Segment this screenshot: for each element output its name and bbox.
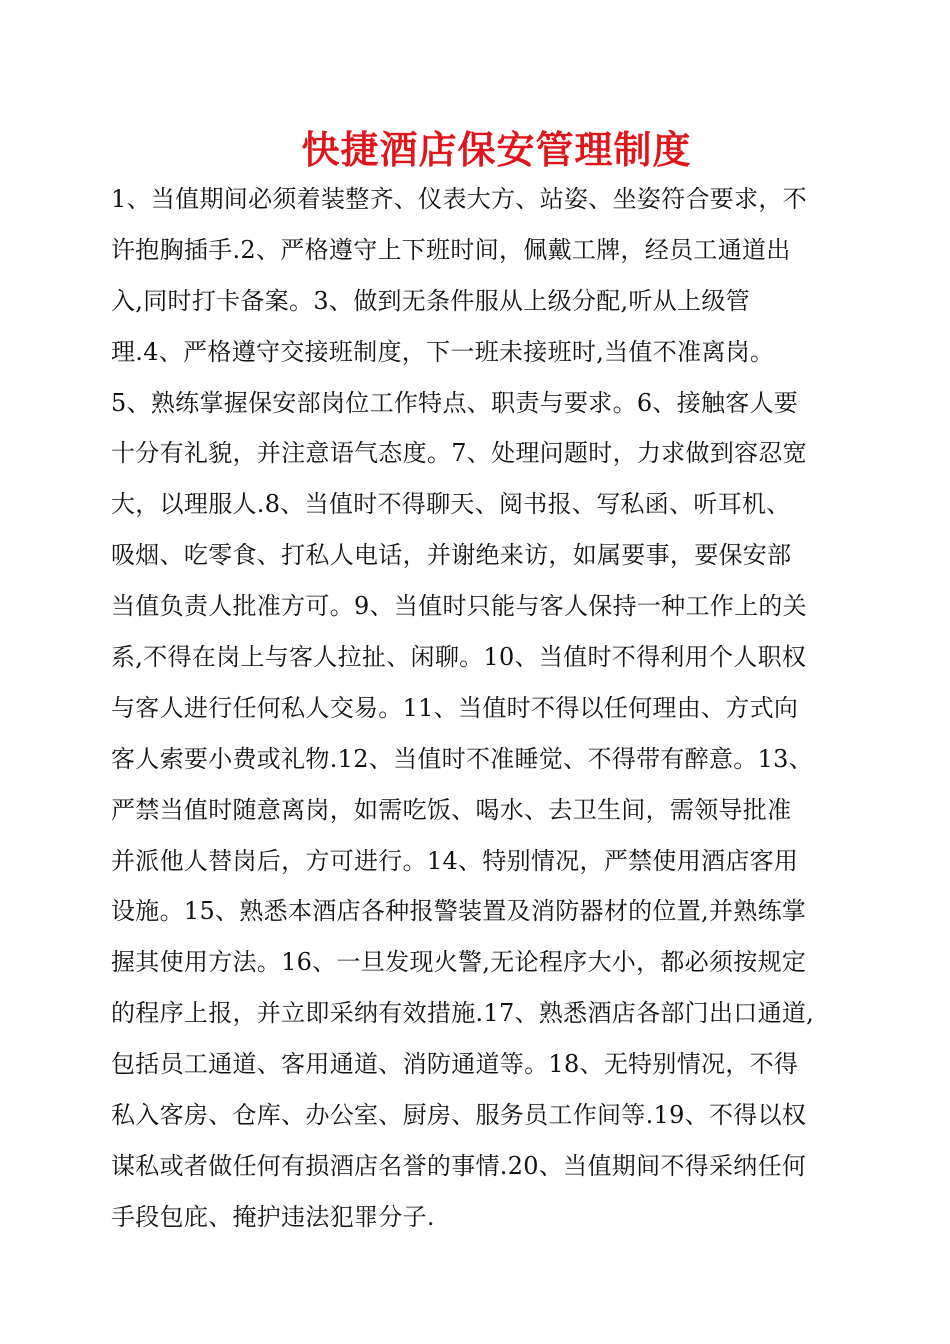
body-line: 的程序上报，并立即采纳有效措施.17、熟悉酒店各部门出口通道, bbox=[111, 999, 815, 1028]
body-line: 谋私或者做任何有损酒店名誉的事情.20、当值期间不得采纳任何 bbox=[111, 1151, 807, 1180]
body-line: 系,不得在岗上与客人拉扯、闲聊。10、当值时不得利用个人职权 bbox=[111, 643, 807, 672]
document-title: 快捷酒店保安管理制度 bbox=[301, 127, 692, 172]
body-line: 私入客房、仓库、办公室、厨房、服务员工作间等.19、不得以权 bbox=[111, 1101, 807, 1130]
body-line: 客人索要小费或礼物.12、当值时不准睡觉、不得带有醉意。13、 bbox=[111, 744, 814, 773]
body-line: 当值负责人批准方可。9、当值时只能与客人保持一种工作上的关 bbox=[111, 592, 807, 621]
body-line: 理.4、严格遵守交接班制度，下一班未接班时,当值不准离岗。 bbox=[111, 337, 775, 366]
body-line: 5、熟练掌握保安部岗位工作特点、职责与要求。6、接触客人要 bbox=[111, 388, 799, 417]
body-line: 握其使用方法。16、一旦发现火警,无论程序大小，都必须按规定 bbox=[111, 948, 807, 977]
body-line: 与客人进行任何私人交易。11、当值时不得以任何理由、方式向 bbox=[111, 693, 799, 722]
body-line: 十分有礼貌，并注意语气态度。7、处理问题时，力求做到容忍宽 bbox=[111, 439, 807, 468]
body-line: 入,同时打卡备案。3、做到无条件服从上级分配,听从上级管 bbox=[111, 286, 750, 315]
body-line: 设施。15、熟悉本酒店各种报警装置及消防器材的位置,并熟练掌 bbox=[111, 897, 807, 926]
body-line: 并派他人替岗后，方可进行。14、特别情况，严禁使用酒店客用 bbox=[111, 846, 799, 875]
body-line: 包括员工通道、客用通道、消防通道等。18、无特别情况，不得 bbox=[111, 1050, 799, 1079]
body-line: 吸烟、吃零食、打私人电话，并谢绝来访，如属要事，要保安部 bbox=[111, 541, 792, 570]
body-line: 手段包庇、掩护违法犯罪分子. bbox=[111, 1202, 435, 1231]
body-line: 严禁当值时随意离岗，如需吃饭、喝水、去卫生间，需领导批准 bbox=[111, 795, 792, 824]
document-body bbox=[111, 174, 871, 1243]
body-line: 大，以理服人.8、当值时不得聊天、阅书报、写私函、听耳机、 bbox=[111, 490, 791, 519]
body-line: 许抱胸插手.2、严格遵守上下班时间，佩戴工牌，经员工通道出 bbox=[111, 235, 791, 264]
body-line: 1、当值期间必须着装整齐、仪表大方、站姿、坐姿符合要求，不 bbox=[111, 185, 807, 213]
